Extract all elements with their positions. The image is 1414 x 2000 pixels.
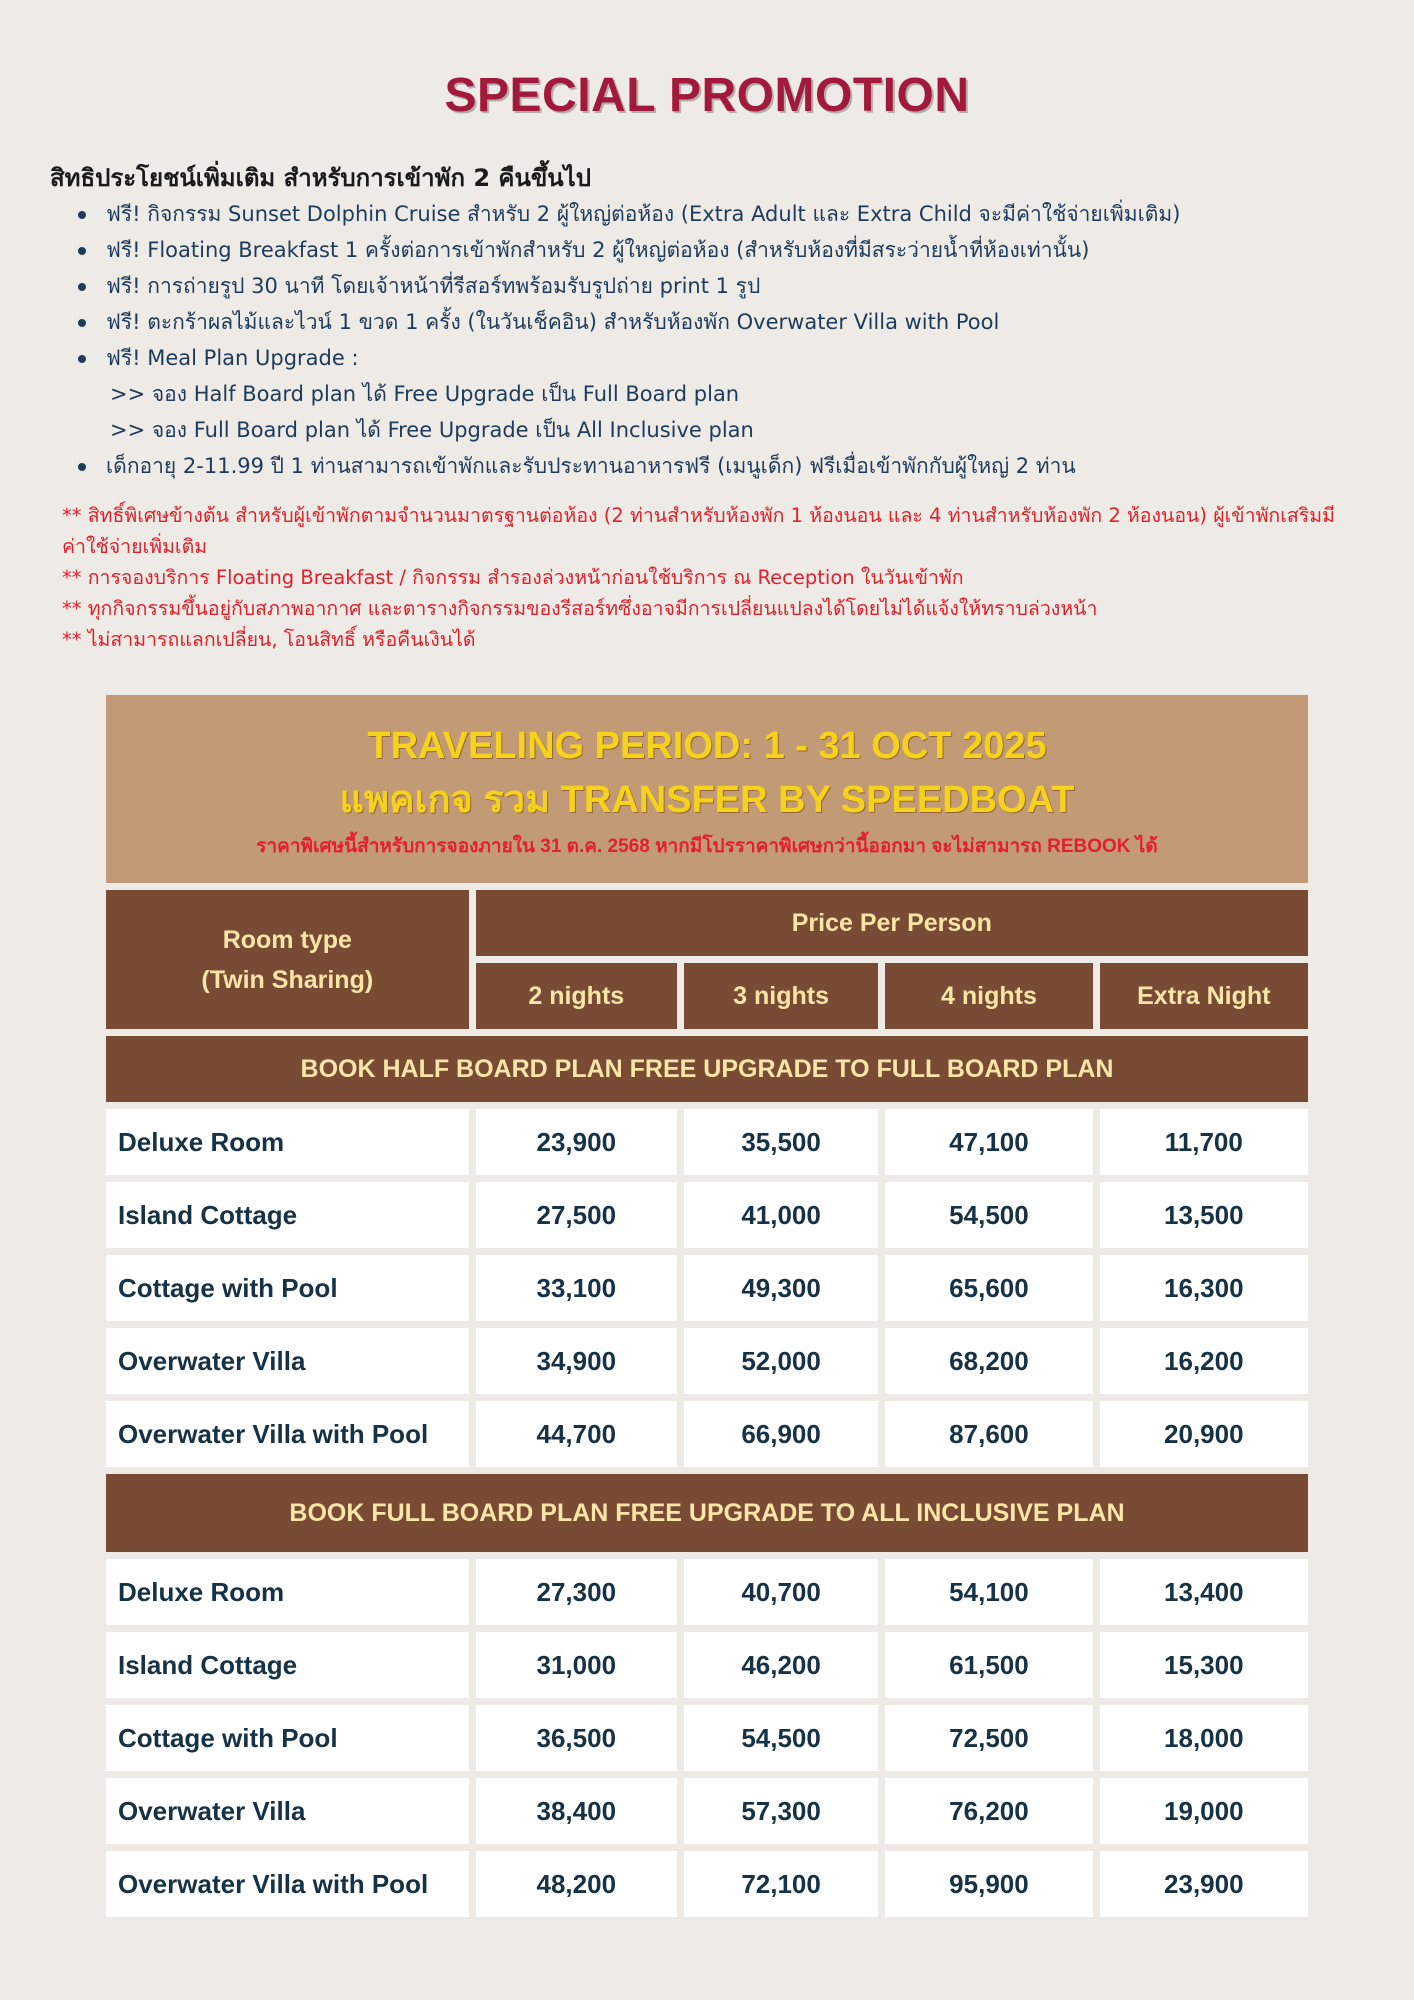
room-name: Deluxe Room — [106, 1559, 469, 1625]
price-extra-night: 15,300 — [1100, 1632, 1308, 1698]
price-2-nights: 27,500 — [476, 1182, 677, 1248]
price-4-nights: 87,600 — [885, 1401, 1092, 1467]
room-type-sub-label: (Twin Sharing) — [201, 965, 374, 994]
note-line: ** ไม่สามารถแลกเปลี่ยน, โอนสิทธิ์ หรือคืนเงินได้ — [62, 628, 476, 651]
room-name: Overwater Villa with Pool — [106, 1401, 469, 1467]
price-4-nights: 54,100 — [885, 1559, 1092, 1625]
benefits-heading: สิทธิประโยชน์เพิ่มเติม สำหรับการเข้าพัก 2 คืนขึ้นไป — [50, 164, 591, 192]
booking-condition-text: ราคาพิเศษนี้สำหรับการจองภายใน 31 ต.ค. 2568 หากมีโปรราคาพิเศษกว่านี้ออกมา จะไม่สามารถ REBOOK ได้ — [256, 836, 1158, 857]
price-extra-night: 11,700 — [1100, 1109, 1308, 1175]
table-row — [106, 1705, 1308, 1771]
travel-period-text: TRAVELING PERIOD: 1 - 31 OCT 2025 — [367, 725, 1047, 767]
price-4-nights: 47,100 — [885, 1109, 1092, 1175]
price-2-nights: 33,100 — [476, 1255, 677, 1321]
price-4-nights: 72,500 — [885, 1705, 1092, 1771]
room-type-label: Room type — [222, 925, 352, 954]
table-row — [106, 1851, 1308, 1917]
table-row — [106, 1255, 1308, 1321]
column-header: 2 nights — [476, 963, 677, 1029]
price-4-nights: 76,200 — [885, 1778, 1092, 1844]
price-2-nights: 38,400 — [476, 1778, 677, 1844]
column-header: 3 nights — [684, 963, 878, 1029]
room-name: Deluxe Room — [106, 1109, 469, 1175]
price-3-nights: 54,500 — [684, 1705, 878, 1771]
price-2-nights: 23,900 — [476, 1109, 677, 1175]
price-3-nights: 66,900 — [684, 1401, 878, 1467]
room-name: Overwater Villa — [106, 1778, 469, 1844]
room-name: Island Cottage — [106, 1632, 469, 1698]
price-extra-night: 13,500 — [1100, 1182, 1308, 1248]
terms-notes — [62, 500, 1352, 655]
list-item: ฟรี! กิจกรรม Sunset Dolphin Cruise สำหรับ 2 ผู้ใหญ่ต่อห้อง (Extra Adult และ Extra Child จะมีค่าใช้จ่ายเพิ่มเติม) — [78, 196, 1378, 232]
price-2-nights: 36,500 — [476, 1705, 677, 1771]
price-3-nights: 72,100 — [684, 1851, 878, 1917]
room-name: Overwater Villa — [106, 1328, 469, 1394]
price-3-nights: 40,700 — [684, 1559, 878, 1625]
price-2-nights: 44,700 — [476, 1401, 677, 1467]
benefits-list — [78, 196, 1378, 484]
price-4-nights: 68,200 — [885, 1328, 1092, 1394]
price-extra-night: 16,300 — [1100, 1255, 1308, 1321]
table-row — [106, 1182, 1308, 1248]
full-board-section-title: BOOK FULL BOARD PLAN FREE UPGRADE TO ALL INCLUSIVE PLAN — [106, 1474, 1308, 1552]
table-row — [106, 1632, 1308, 1698]
price-3-nights: 46,200 — [684, 1632, 878, 1698]
list-item: ฟรี! ตะกร้าผลไม้และไวน์ 1 ขวด 1 ครั้ง (ในวันเช็คอิน) สำหรับห้องพัก Overwater Villa with Pool — [78, 304, 1378, 340]
room-type-header — [106, 890, 469, 1029]
list-item: เด็กอายุ 2-11.99 ปี 1 ท่านสามารถเข้าพักและรับประทานอาหารฟรี (เมนูเด็ก) ฟรีเมื่อเข้าพักกับผู้ใหญ่ 2 ท่าน — [78, 448, 1378, 484]
price-2-nights: 48,200 — [476, 1851, 677, 1917]
price-extra-night: 23,900 — [1100, 1851, 1308, 1917]
list-subitem: >> จอง Half Board plan ได้ Free Upgrade เป็น Full Board plan — [110, 382, 740, 406]
column-header: Extra Night — [1100, 963, 1308, 1029]
table-row — [106, 1401, 1308, 1467]
list-item: ฟรี! การถ่ายรูป 30 นาที โดยเจ้าหน้าที่รีสอร์ทพร้อมรับรูปถ่าย print 1 รูป — [78, 268, 1378, 304]
price-extra-night: 19,000 — [1100, 1778, 1308, 1844]
room-name: Cottage with Pool — [106, 1255, 469, 1321]
price-extra-night: 18,000 — [1100, 1705, 1308, 1771]
period-banner — [106, 695, 1308, 883]
price-extra-night: 16,200 — [1100, 1328, 1308, 1394]
page-title: SPECIAL PROMOTION — [444, 69, 970, 122]
table-row — [106, 1778, 1308, 1844]
room-name: Cottage with Pool — [106, 1705, 469, 1771]
note-line: ** การจองบริการ Floating Breakfast / กิจกรรม สำรองล่วงหน้าก่อนใช้บริการ ณ Reception ในวันเข้าพัก — [62, 566, 964, 589]
price-4-nights: 61,500 — [885, 1632, 1092, 1698]
price-extra-night: 13,400 — [1100, 1559, 1308, 1625]
price-3-nights: 52,000 — [684, 1328, 878, 1394]
price-3-nights: 41,000 — [684, 1182, 878, 1248]
price-per-person-header: Price Per Person — [476, 890, 1308, 956]
price-3-nights: 57,300 — [684, 1778, 878, 1844]
list-subitem: >> จอง Full Board plan ได้ Free Upgrade เป็น All Inclusive plan — [110, 418, 754, 442]
package-text: แพคเกจ รวม TRANSFER BY SPEEDBOAT — [339, 779, 1075, 821]
note-line: ** ทุกกิจกรรมขึ้นอยู่กับสภาพอากาศ และตารางกิจกรรมของรีสอร์ทซึ่งอาจมีการเปลี่ยนแปลงได้โดยไม่ได้แจ้งให้ทราบล่วงหน้า — [62, 597, 1098, 620]
table-row — [106, 1109, 1308, 1175]
table-row — [106, 1559, 1308, 1625]
price-2-nights: 27,300 — [476, 1559, 677, 1625]
price-4-nights: 95,900 — [885, 1851, 1092, 1917]
room-name: Island Cottage — [106, 1182, 469, 1248]
price-3-nights: 35,500 — [684, 1109, 878, 1175]
half-board-section-title: BOOK HALF BOARD PLAN FREE UPGRADE TO FULL BOARD PLAN — [106, 1036, 1308, 1102]
price-extra-night: 20,900 — [1100, 1401, 1308, 1467]
price-4-nights: 65,600 — [885, 1255, 1092, 1321]
list-item: ฟรี! Floating Breakfast 1 ครั้งต่อการเข้าพักสำหรับ 2 ผู้ใหญ่ต่อห้อง (สำหรับห้องที่มีสระว่ายน้ำที่ห้องเท่านั้น) — [78, 232, 1378, 268]
table-row — [106, 1328, 1308, 1394]
note-line: ** สิทธิ์พิเศษข้างต้น สำหรับผู้เข้าพักตามจำนวนมาตรฐานต่อห้อง (2 ท่านสำหรับห้องพัก 1 ห้องนอน และ 4 ท่านสำหรับห้องพัก 2 ห้องนอน) ผู้เข้าพักเสริมมีค่าใช้จ่ายเพิ่มเติม — [62, 504, 1335, 558]
list-item: ฟรี! Meal Plan Upgrade : — [78, 340, 1378, 376]
price-4-nights: 54,500 — [885, 1182, 1092, 1248]
column-header: 4 nights — [885, 963, 1092, 1029]
room-name: Overwater Villa with Pool — [106, 1851, 469, 1917]
price-table-section — [106, 695, 1308, 1924]
price-2-nights: 34,900 — [476, 1328, 677, 1394]
price-2-nights: 31,000 — [476, 1632, 677, 1698]
price-3-nights: 49,300 — [684, 1255, 878, 1321]
price-table — [99, 883, 1315, 1924]
